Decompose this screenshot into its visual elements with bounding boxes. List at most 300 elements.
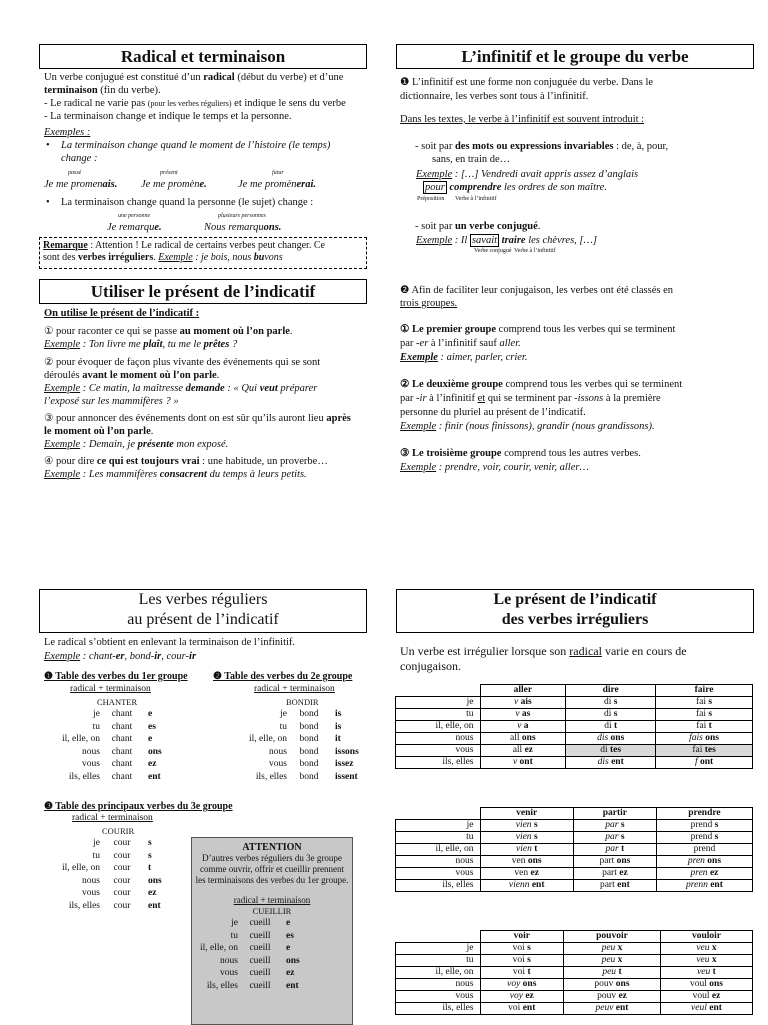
bullet-icon: • bbox=[46, 197, 50, 208]
text-segment: Exemple bbox=[400, 421, 437, 432]
text-segment: part bbox=[602, 868, 620, 878]
pronoun: tu bbox=[279, 721, 287, 732]
text-segment: veul bbox=[691, 1003, 707, 1013]
conj-row bbox=[231, 746, 359, 759]
text-line bbox=[44, 650, 196, 663]
table-row bbox=[396, 844, 753, 856]
text-segment: Exemple bbox=[400, 352, 438, 363]
text-segment: fai bbox=[696, 721, 709, 731]
table-row bbox=[396, 967, 753, 979]
text-segment: voi bbox=[512, 955, 528, 965]
text-segment: s bbox=[714, 832, 719, 842]
text-segment: ons bbox=[705, 733, 719, 743]
conj-row bbox=[231, 708, 359, 721]
conj-cell bbox=[656, 697, 753, 709]
conj-cell bbox=[656, 721, 753, 733]
table-row bbox=[396, 868, 753, 880]
title-line: des verbes irréguliers bbox=[501, 611, 649, 628]
text-segment: ez bbox=[711, 991, 721, 1001]
text-segment: ent bbox=[611, 757, 624, 767]
text-segment: après bbox=[326, 413, 351, 424]
table-header: partir bbox=[573, 808, 656, 820]
conj-row bbox=[44, 733, 162, 746]
text-segment: vien bbox=[516, 844, 532, 854]
text-line bbox=[44, 455, 328, 468]
section-title-irreguliers bbox=[396, 589, 754, 633]
ending: ons bbox=[286, 955, 300, 966]
text-segment: ons bbox=[615, 979, 630, 989]
text-line bbox=[44, 338, 237, 351]
conjugated-box: savait bbox=[471, 235, 498, 246]
table-corner bbox=[396, 808, 481, 820]
text-segment: prêtes bbox=[203, 339, 230, 350]
verb-name: COURIR bbox=[102, 826, 135, 836]
radical: cueill bbox=[249, 918, 271, 928]
conj-cell bbox=[480, 979, 564, 991]
text-segment: : Les mammifères bbox=[80, 469, 160, 480]
text-segment: ez bbox=[530, 868, 539, 878]
table-row bbox=[396, 1003, 753, 1015]
text-segment: : Ce matin, la maîtresse bbox=[80, 383, 186, 394]
text-segment: Exemple bbox=[44, 469, 81, 480]
text-segment: ez bbox=[707, 868, 719, 878]
ending: t bbox=[148, 863, 152, 873]
text-segment: par bbox=[605, 820, 619, 830]
radical: cueill bbox=[249, 955, 271, 966]
text-segment: s bbox=[618, 820, 625, 830]
example-line bbox=[416, 234, 597, 247]
text-segment: voul bbox=[689, 979, 710, 989]
pronoun-cell: vous bbox=[396, 991, 481, 1003]
text-segment: - Le radical ne varie pas bbox=[44, 98, 148, 109]
table-row bbox=[396, 880, 753, 892]
conj-cell bbox=[564, 943, 661, 955]
ending: ons bbox=[148, 875, 162, 886]
text-segment: ons. bbox=[263, 222, 282, 233]
text-segment: ent bbox=[522, 1003, 536, 1013]
text-line: personne du pluriel au présent de l’indicatif. bbox=[400, 407, 586, 418]
radical-terminaison: radical + terminaison bbox=[72, 813, 153, 823]
pronoun-cell: ils, elles bbox=[396, 880, 481, 892]
text-segment: radical bbox=[203, 72, 235, 83]
text-segment: di bbox=[603, 709, 614, 719]
table-row bbox=[396, 820, 753, 832]
text-segment: ez bbox=[618, 991, 627, 1001]
conj-cell bbox=[566, 745, 656, 757]
table-row bbox=[396, 832, 753, 844]
pronoun-cell: ils, elles bbox=[396, 1003, 481, 1015]
conj-cell bbox=[660, 979, 752, 991]
pronoun-cell: je bbox=[396, 820, 481, 832]
text-segment: verbes irréguliers bbox=[78, 252, 154, 263]
text-segment: ont bbox=[517, 757, 533, 767]
text-segment: et bbox=[477, 393, 486, 404]
conj-cell bbox=[564, 979, 661, 991]
text-segment: t bbox=[708, 721, 712, 731]
text-line bbox=[44, 71, 343, 84]
text-segment: . bbox=[289, 326, 293, 337]
text-segment: ② Le deuxième groupe bbox=[400, 379, 503, 390]
conj-row bbox=[231, 721, 359, 734]
attention-title: ATTENTION bbox=[242, 842, 302, 853]
conj-cell bbox=[656, 820, 752, 832]
conj-cell bbox=[573, 880, 656, 892]
ending: es bbox=[286, 930, 294, 941]
text-segment: s bbox=[527, 955, 531, 965]
text-segment: Exemple bbox=[44, 383, 81, 394]
pronoun: ils, elles bbox=[206, 980, 238, 991]
text-segment: x bbox=[615, 943, 623, 953]
conj-row bbox=[182, 955, 342, 968]
table-header: prendre bbox=[656, 808, 752, 820]
text-segment: dis bbox=[597, 757, 612, 767]
radical: chant bbox=[111, 709, 133, 719]
ending: ent bbox=[148, 900, 161, 911]
examples-label: Exemples : bbox=[44, 127, 91, 138]
text-line bbox=[44, 425, 153, 438]
text-segment: à l’infinitif sauf bbox=[428, 338, 500, 349]
conj-row bbox=[231, 771, 359, 784]
text-segment: ons bbox=[704, 856, 722, 866]
text-segment: s bbox=[531, 820, 538, 830]
conj-cell bbox=[573, 868, 656, 880]
text-segment: sont des bbox=[43, 252, 78, 263]
text-segment: comprend tous les verbes qui se terminent bbox=[502, 379, 683, 390]
text-line bbox=[400, 447, 641, 460]
text-segment: - soit par bbox=[415, 221, 455, 232]
text-segment: ven bbox=[514, 868, 531, 878]
ending: ons bbox=[148, 746, 162, 757]
table-header: dire bbox=[566, 685, 656, 697]
radical-terminaison: radical + terminaison bbox=[70, 684, 151, 694]
annotation-label: Verbe conjugué bbox=[474, 248, 512, 254]
text-segment: vien bbox=[515, 832, 532, 842]
text-segment: peuv bbox=[595, 1003, 614, 1013]
pronoun: vous bbox=[82, 888, 100, 898]
conj-cell bbox=[480, 880, 573, 892]
text-line: dictionnaire, les verbes sont tous à l’infinitif. bbox=[400, 91, 589, 102]
table-title-text: ❸ Table des principaux verbes du 3e groupe bbox=[44, 801, 233, 812]
text-line: sans, en train de… bbox=[432, 154, 511, 165]
text-segment: ir bbox=[189, 651, 197, 662]
annotation-label: Verbe à l’infinitif bbox=[514, 248, 556, 254]
text-segment: du temps à leurs petits. bbox=[206, 469, 307, 480]
pronoun-cell: je bbox=[396, 697, 481, 709]
pronoun-cell: vous bbox=[396, 868, 481, 880]
text-segment: ez bbox=[619, 868, 628, 878]
conj-cell bbox=[656, 856, 752, 868]
table-header: venir bbox=[480, 808, 573, 820]
conj-cell bbox=[656, 868, 752, 880]
text-segment: pouv bbox=[597, 991, 619, 1001]
ending: es bbox=[148, 721, 156, 732]
text-segment: voi bbox=[508, 1003, 523, 1013]
conj-cell bbox=[480, 721, 566, 733]
text-segment: Exemple bbox=[44, 651, 81, 662]
radical: bond bbox=[299, 721, 319, 732]
table-header-row bbox=[396, 685, 753, 697]
text-segment: ④ pour dire bbox=[44, 456, 97, 467]
pronoun: il, elle, on bbox=[200, 943, 238, 953]
text-segment: erai. bbox=[296, 179, 317, 190]
pronoun: tu bbox=[92, 850, 100, 861]
text-line bbox=[400, 323, 675, 336]
text-segment: : je bois, nous bbox=[192, 252, 254, 263]
section-title-reguliers bbox=[39, 589, 367, 633]
text-segment: , tu me le bbox=[162, 339, 204, 350]
conj-cell bbox=[656, 832, 752, 844]
conj-cell bbox=[564, 967, 661, 979]
text-segment: x bbox=[709, 943, 717, 953]
text-segment: v bbox=[512, 757, 518, 767]
table-row bbox=[396, 697, 753, 709]
pronoun: vous bbox=[220, 968, 238, 978]
text-segment: fai bbox=[696, 709, 709, 719]
text-segment: ③ pour annoncer des événements dont on est sûr qu’ils auront lieu bbox=[44, 413, 327, 424]
conj-cell bbox=[566, 697, 656, 709]
conj-row bbox=[44, 758, 162, 771]
text-segment: x bbox=[709, 955, 717, 965]
conj-table-chanter bbox=[44, 708, 162, 783]
conj-cell bbox=[566, 733, 656, 745]
person-label: une personne bbox=[118, 213, 151, 219]
text-segment: s bbox=[618, 832, 625, 842]
pronoun: tu bbox=[230, 930, 238, 941]
text-segment: fai bbox=[696, 697, 709, 707]
text-segment: peu bbox=[602, 967, 617, 977]
radical: cour bbox=[113, 888, 131, 898]
pronoun-cell: tu bbox=[396, 955, 481, 967]
text-line bbox=[44, 468, 307, 481]
text-segment: t bbox=[618, 844, 625, 854]
ending: e bbox=[148, 734, 153, 744]
section-title-infinitif: L’infinitif et le groupe du verbe bbox=[396, 44, 754, 69]
table-header-row bbox=[396, 808, 753, 820]
conj-cell bbox=[656, 844, 752, 856]
time-label: futur bbox=[272, 170, 284, 176]
text-segment: veut bbox=[259, 383, 278, 394]
radical: cueill bbox=[249, 980, 271, 991]
conj-cell bbox=[480, 943, 564, 955]
conj-row bbox=[44, 900, 162, 913]
text-segment: di bbox=[603, 697, 614, 707]
example-start bbox=[416, 235, 470, 246]
text-segment: v bbox=[514, 697, 519, 707]
pronoun: il, elle, on bbox=[62, 734, 100, 744]
ending: issons bbox=[335, 746, 359, 757]
text-segment: vons bbox=[264, 252, 283, 263]
text-segment: ais. bbox=[102, 179, 118, 190]
conj-row bbox=[44, 887, 162, 900]
pronoun: tu bbox=[92, 721, 100, 732]
ending: issez bbox=[335, 759, 354, 769]
table-row bbox=[396, 955, 753, 967]
text-segment: ent bbox=[529, 880, 545, 890]
table-header: pouvoir bbox=[564, 931, 661, 943]
text-line bbox=[400, 337, 521, 350]
text-line bbox=[44, 369, 219, 382]
text-segment: tes bbox=[704, 745, 716, 755]
conj-cell bbox=[573, 820, 656, 832]
text-segment: : […] Vendredi avait appris assez d’anglais bbox=[452, 169, 639, 180]
text-segment: Je me promen bbox=[44, 179, 103, 190]
time-example bbox=[44, 178, 117, 191]
text-segment: f bbox=[694, 757, 698, 767]
text-segment: : finir (nous finissons), grandir (nous grandissons). bbox=[436, 421, 655, 432]
text-segment: Exemple bbox=[158, 252, 193, 263]
radical: cueill bbox=[249, 930, 271, 941]
text-segment: s bbox=[714, 820, 719, 830]
text-segment: : prendre, voir, courir, venir, aller… bbox=[436, 462, 589, 473]
ending: s bbox=[148, 850, 152, 861]
text-segment: Nous remarqu bbox=[204, 222, 264, 233]
radical: cour bbox=[113, 900, 131, 911]
text-segment: à la première bbox=[603, 393, 661, 404]
conj-cell bbox=[660, 967, 752, 979]
text-segment: veu bbox=[697, 967, 711, 977]
text-segment: bu bbox=[253, 252, 265, 263]
text-segment: : Demain, je bbox=[80, 439, 138, 450]
conj-cell bbox=[480, 733, 566, 745]
conj-row bbox=[44, 850, 162, 863]
conj-row bbox=[44, 746, 162, 759]
text-segment: ons bbox=[616, 856, 631, 866]
text-segment: ais bbox=[518, 697, 532, 707]
text-segment: préparer bbox=[277, 383, 318, 394]
bullet-text: La terminaison change quand le moment de l’histoire (le temps) bbox=[61, 140, 331, 151]
text-segment: Je remarqu bbox=[107, 222, 155, 233]
text-segment: : de, à, pour, bbox=[613, 141, 669, 152]
annotation-label: Préposition bbox=[417, 196, 445, 202]
verb-name: CHANTER bbox=[97, 697, 138, 707]
conj-row bbox=[182, 967, 342, 980]
text-segment: ce qui est toujours vrai bbox=[96, 456, 200, 467]
ending: ent bbox=[148, 771, 161, 782]
pronoun: il, elle, on bbox=[249, 734, 287, 744]
text-segment: fai bbox=[692, 745, 705, 755]
text-segment: par bbox=[400, 338, 417, 349]
ending: it bbox=[335, 734, 341, 744]
ending: e bbox=[286, 943, 291, 953]
text-segment: all bbox=[510, 733, 522, 743]
text-segment: a bbox=[521, 721, 529, 731]
conj-cell bbox=[480, 820, 573, 832]
radical: cour bbox=[113, 863, 131, 873]
text-segment: di bbox=[604, 721, 614, 731]
radical: chant bbox=[111, 771, 133, 782]
conj-row bbox=[231, 758, 359, 771]
table-header: faire bbox=[656, 685, 753, 697]
text-segment: . bbox=[537, 221, 541, 232]
ending: ez bbox=[148, 759, 157, 769]
conj-cell bbox=[660, 991, 752, 1003]
text-segment: Remarque bbox=[43, 240, 88, 251]
title-line: Le présent de l’indicatif bbox=[493, 591, 657, 608]
conj-cell bbox=[480, 832, 573, 844]
conj-cell bbox=[564, 955, 661, 967]
remark-line bbox=[43, 240, 363, 252]
pronoun-cell: nous bbox=[396, 979, 481, 991]
conj-row bbox=[182, 980, 342, 993]
text-segment: demande bbox=[185, 383, 225, 394]
text-segment: ent bbox=[613, 1003, 629, 1013]
pronoun: nous bbox=[82, 875, 100, 886]
text-segment: (début du verbe) et d’une bbox=[234, 72, 344, 83]
text-segment: vienn bbox=[508, 880, 530, 890]
section-title-radical: Radical et terminaison bbox=[39, 44, 367, 69]
text-segment: voy bbox=[509, 991, 523, 1001]
text-segment: ons bbox=[709, 979, 723, 989]
table-corner bbox=[396, 931, 481, 943]
text-segment: ons bbox=[527, 856, 542, 866]
conj-row bbox=[44, 771, 162, 784]
conj-cell bbox=[660, 1003, 752, 1015]
text-segment: voi bbox=[512, 943, 528, 953]
text-segment: : Attention ! Le radical de certains verbes peut changer. Ce bbox=[87, 240, 325, 251]
title-line: au présent de l’indicatif bbox=[127, 611, 279, 628]
text-segment: tes bbox=[610, 745, 622, 755]
text-segment: s bbox=[613, 697, 618, 707]
text-segment: x bbox=[615, 955, 623, 965]
text-segment: peu bbox=[601, 955, 616, 965]
person-example bbox=[204, 221, 281, 234]
text-segment: e. bbox=[154, 222, 162, 233]
text-segment: veu bbox=[696, 943, 710, 953]
text-segment: prend bbox=[690, 820, 715, 830]
text-segment: -ir bbox=[416, 393, 427, 404]
text-segment: peu bbox=[601, 943, 616, 953]
text-segment: Un verbe conjugué est constitué d’un bbox=[44, 72, 204, 83]
ending: ez bbox=[286, 968, 295, 978]
conj-cell bbox=[480, 757, 566, 769]
pronoun: ils, elles bbox=[255, 771, 287, 782]
radical-terminaison: radical + terminaison bbox=[254, 684, 335, 694]
conj-cell bbox=[480, 697, 566, 709]
text-segment: t bbox=[613, 721, 618, 731]
text-segment: ent bbox=[707, 880, 723, 890]
text-segment: Exemple bbox=[400, 462, 437, 473]
text-segment: ir bbox=[154, 651, 162, 662]
text-segment: comprendre bbox=[449, 182, 502, 193]
text-segment: : aimer, parler, crier. bbox=[437, 352, 528, 363]
radical: chant bbox=[111, 746, 133, 757]
text-segment: ons bbox=[521, 733, 536, 743]
conj-row bbox=[44, 862, 162, 875]
pronoun: il, elle, on bbox=[62, 863, 100, 873]
text-line: Dans les textes, le verbe à l’infinitif est souvent introduit : bbox=[400, 114, 645, 125]
conj-table-bondir bbox=[231, 708, 359, 783]
conj-cell bbox=[566, 757, 656, 769]
text-segment: : « Qui bbox=[224, 383, 260, 394]
conj-row bbox=[44, 708, 162, 721]
text-segment: consacrent bbox=[159, 469, 207, 480]
conj-cell bbox=[573, 832, 656, 844]
text-segment: , cour- bbox=[161, 651, 190, 662]
conj-row bbox=[182, 930, 342, 943]
text-line bbox=[415, 140, 668, 153]
text-segment: traire bbox=[501, 235, 526, 246]
pronoun: je bbox=[280, 709, 287, 719]
conj-row bbox=[182, 917, 342, 930]
conj-cell bbox=[656, 880, 752, 892]
conj-cell bbox=[480, 955, 564, 967]
text-line bbox=[44, 438, 228, 451]
text-segment: aller. bbox=[499, 338, 521, 349]
text-segment: s bbox=[531, 832, 538, 842]
table-row bbox=[396, 856, 753, 868]
table-title bbox=[213, 670, 352, 683]
text-segment: Je me promèn bbox=[141, 179, 200, 190]
